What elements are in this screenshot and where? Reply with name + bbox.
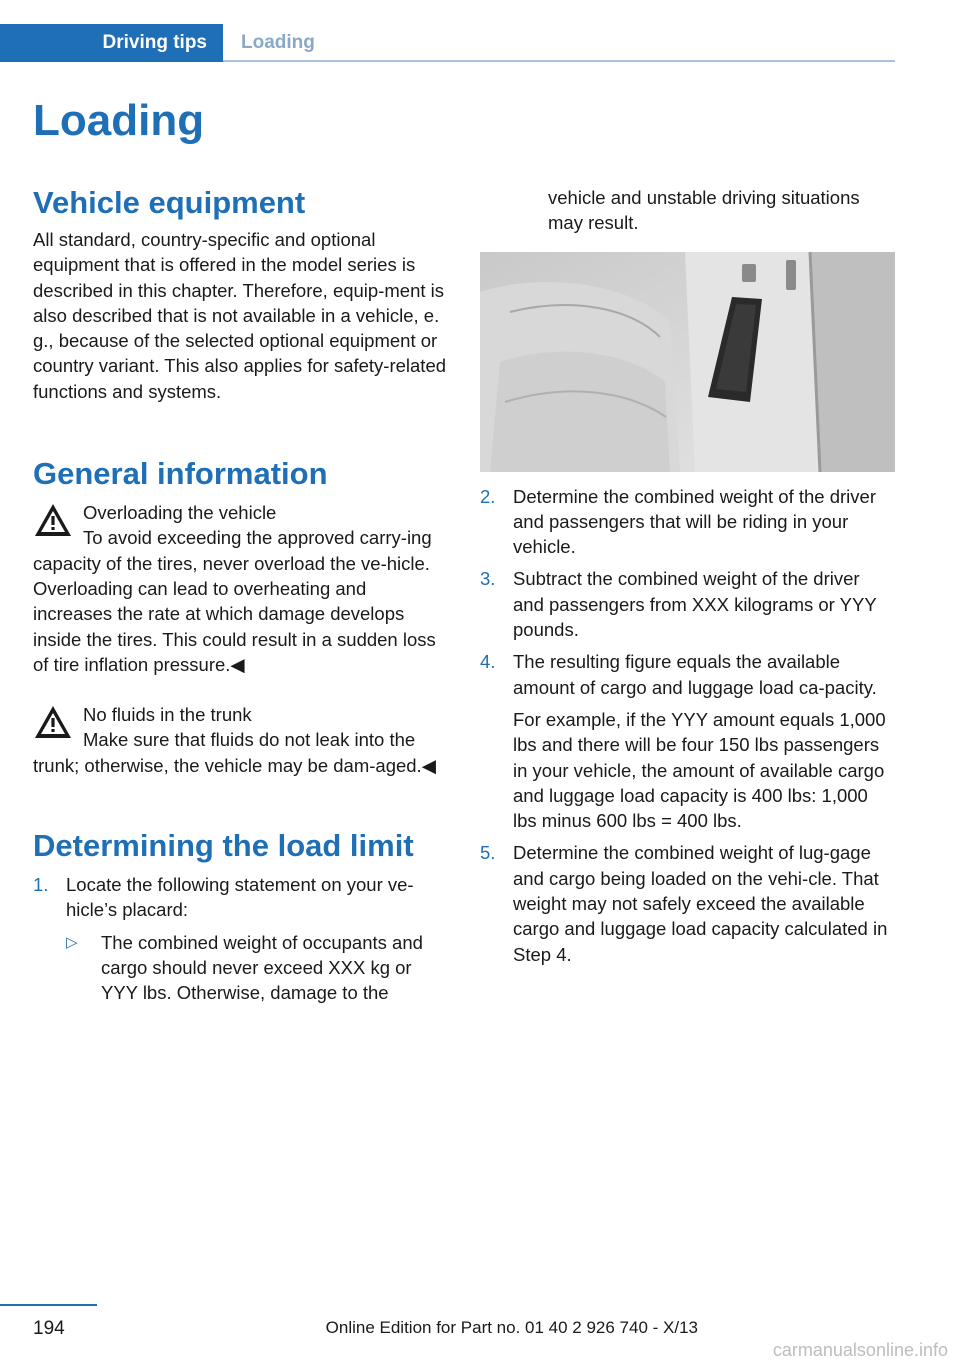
list-item bbox=[33, 872, 448, 1005]
vehicle-equipment-text: All standard, country-specific and optional equipment that is offered in the model series is described in this chapter. Therefore, equip‐ment is also described that is not available in a vehicle, e. g., because of the selected optional equipment or country variant. This also applies for safety-related functions and systems. bbox=[33, 229, 447, 402]
left-column bbox=[33, 183, 448, 1006]
warning-text: Make sure that fluids do not leak into the trunk; otherwise, the vehicle may be dam‐aged.◀ bbox=[33, 729, 436, 776]
header-rule bbox=[223, 60, 895, 62]
load-limit-heading: Determining the load limit bbox=[33, 828, 414, 864]
header-section-tab: Driving tips bbox=[0, 24, 223, 62]
warning-title: No fluids in the trunk bbox=[83, 704, 252, 726]
bullet-continuation: vehicle and unstable driving situations may result. bbox=[548, 187, 860, 234]
step-text: Determine the combined weight of the driver and passengers that will be riding in your vehicle. bbox=[513, 485, 876, 558]
page-number: 194 bbox=[33, 1318, 65, 1339]
step-example-text: For example, if the YYY amount equals 1,000 lbs and there will be four 150 lbs passengers in your vehicle, the amount of available cargo and luggage load capacity is 400 lbs: 1,000 lbs minus 600 lbs = 400 lbs. bbox=[513, 708, 886, 832]
bullet-text: The combined weight of occupants and cargo should never exceed XXX kg or YYY lbs. Otherwise, damage to the bbox=[101, 931, 423, 1004]
list-item bbox=[66, 930, 448, 1006]
step-text: Subtract the combined weight of the driver and passengers from XXX kilograms or YYY pounds. bbox=[513, 568, 877, 641]
header-subsection-tab: Loading bbox=[241, 32, 315, 53]
warning-triangle-icon bbox=[33, 502, 73, 538]
page-title: Loading bbox=[33, 96, 205, 145]
bullet-triangle-icon: ▷ bbox=[66, 933, 78, 951]
placard-location-photo bbox=[480, 252, 895, 472]
placard-bullets bbox=[66, 930, 448, 1006]
step-number: 1. bbox=[33, 874, 49, 896]
step-number: 4. bbox=[480, 651, 496, 673]
load-limit-steps-right bbox=[480, 484, 895, 967]
right-column bbox=[480, 185, 895, 967]
list-item bbox=[480, 566, 895, 642]
warning-title: Overloading the vehicle bbox=[83, 502, 277, 524]
list-item bbox=[480, 649, 895, 833]
step-text: Determine the combined weight of lug‐gage and cargo being loaded on the vehi‐cle. That weight may not safely exceed the available cargo and luggage load capacity calculated in Step 4. bbox=[513, 842, 888, 965]
step-number: 2. bbox=[480, 485, 496, 507]
list-item bbox=[480, 840, 895, 966]
list-item bbox=[480, 484, 895, 560]
warning-fluids bbox=[33, 702, 448, 778]
footer-rule bbox=[0, 1304, 97, 1306]
edition-note: Online Edition for Part no. 01 40 2 926 740 - X/13 bbox=[325, 1318, 698, 1337]
warning-overloading bbox=[33, 500, 448, 677]
step-number: 3. bbox=[480, 568, 496, 590]
watermark: carmanualsonline.info bbox=[772, 1340, 948, 1360]
step-text: Locate the following statement on your ve‐hicle’s placard: bbox=[66, 874, 414, 921]
general-information-heading: General information bbox=[33, 456, 328, 492]
step-text: The resulting figure equals the available amount of cargo and luggage load ca‐pacity. bbox=[513, 651, 877, 698]
warning-triangle-icon bbox=[33, 704, 73, 740]
step-number: 5. bbox=[480, 842, 496, 864]
warning-text: To avoid exceeding the approved carry‐ing capacity of the tires, never overload the ve‐hicle. Overloading can lead to overheating and increases the rate at which damage develops inside the tires. This could result in a sudden loss of tire inflation pressure.◀ bbox=[33, 527, 436, 675]
vehicle-equipment-heading: Vehicle equipment bbox=[33, 185, 306, 220]
load-limit-steps-left bbox=[33, 872, 448, 1005]
